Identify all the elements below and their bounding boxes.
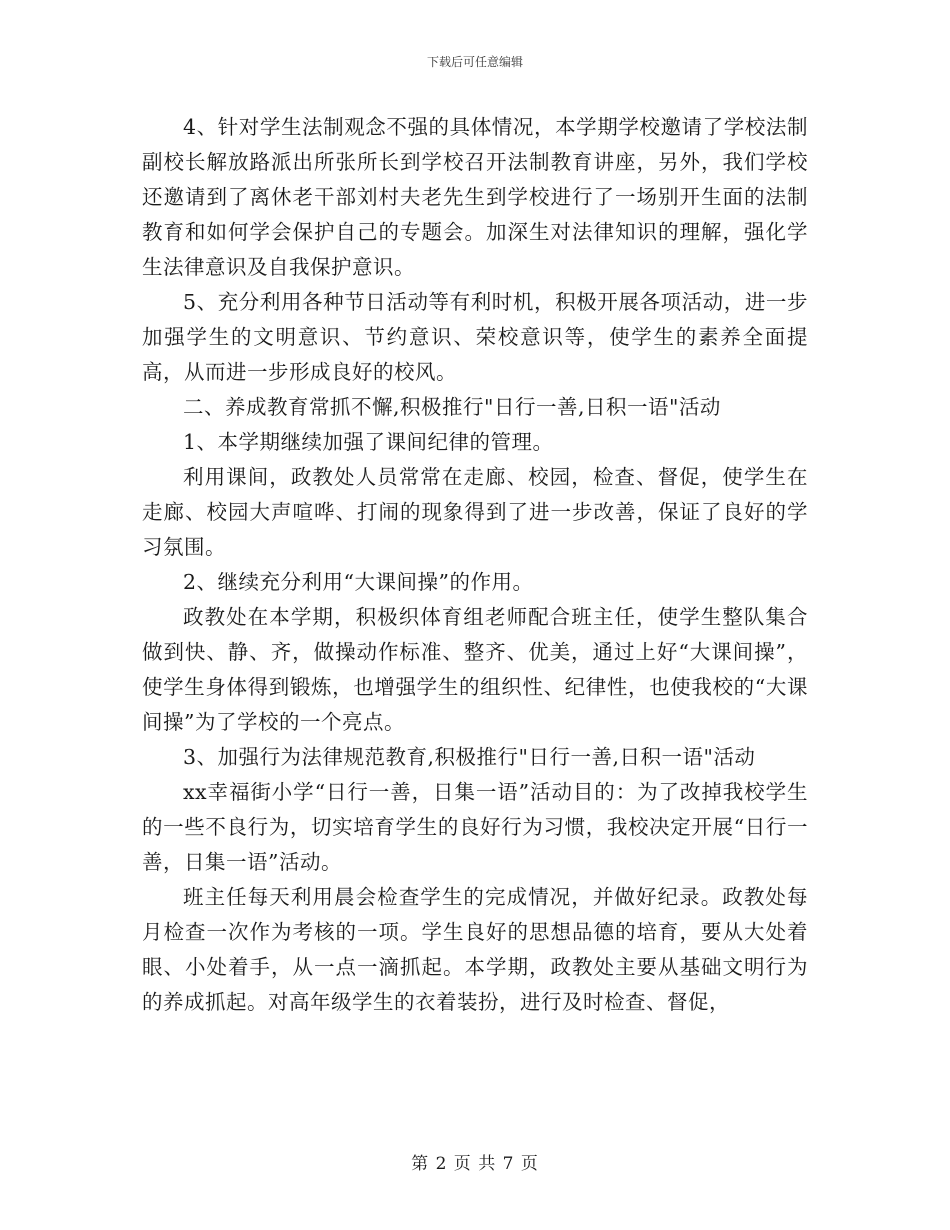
paragraph-activity-purpose: xx幸福街小学“日行一善，日集一语”活动目的：为了改掉我校学生的一些不良行为，切实培育学生的良好行为习惯，我校决定开展“日行一善，日集一语”活动。 xyxy=(142,780,808,874)
document-body xyxy=(142,110,808,1020)
section-heading-2: 二、养成教育常抓不懈,积极推行"日行一善,日积一语"活动 xyxy=(183,395,721,419)
subheading-3: 3、加强行为法律规范教育,积极推行"日行一善,日积一语"活动 xyxy=(183,745,756,769)
subheading-2: 2、继续充分利用“大课间操”的作用。 xyxy=(183,570,534,594)
paragraph-big-recess-exercise: 政教处在本学期，积极织体育组老师配合班主任，使学生整队集合做到快、静、齐，做操动作标准、整齐、优美，通过上好“大课间操”，使学生身体得到锻炼，也增强学生的组织性、纪律性，也使我校的“大课间操”为了学校的一个亮点。 xyxy=(142,605,808,734)
paragraph-recess-discipline: 利用课间，政教处人员常常在走廊、校园，检查、督促，使学生在走廊、校园大声喧哗、打闹的现象得到了进一步改善，保证了良好的学习氛围。 xyxy=(142,465,808,559)
paragraph-item-4: 4、针对学生法制观念不强的具体情况，本学期学校邀请了学校法制副校长解放路派出所张所长到学校召开法制教育讲座，另外，我们学校还邀请到了离休老干部刘村夫老先生到学校进行了一场别开生面的法制教育和如何学会保护自己的专题会。加深生对法律知识的理解，强化学生法律意识及自我保护意识。 xyxy=(142,115,808,279)
paragraph-item-5: 5、充分利用各种节日活动等有利时机，积极开展各项活动，进一步加强学生的文明意识、节约意识、荣校意识等，使学生的素养全面提高，从而进一步形成良好的校风。 xyxy=(142,290,808,384)
page-number: 第 2 页 共 7 页 xyxy=(411,1154,539,1174)
subheading-1: 1、本学期继续加强了课间纪律的管理。 xyxy=(183,430,554,454)
paragraph-class-teacher-check: 班主任每天利用晨会检查学生的完成情况，并做好纪录。政教处每月检查一次作为考核的一项。学生良好的思想品德的培育，要从大处着眼、小处着手，从一点一滴抓起。本学期，政教处主要从基础文明行为的养成抓起。对高年级学生的衣着装扮，进行及时检查、督促， xyxy=(142,885,808,1014)
page-header-note: 下载后可任意编辑 xyxy=(426,55,523,69)
